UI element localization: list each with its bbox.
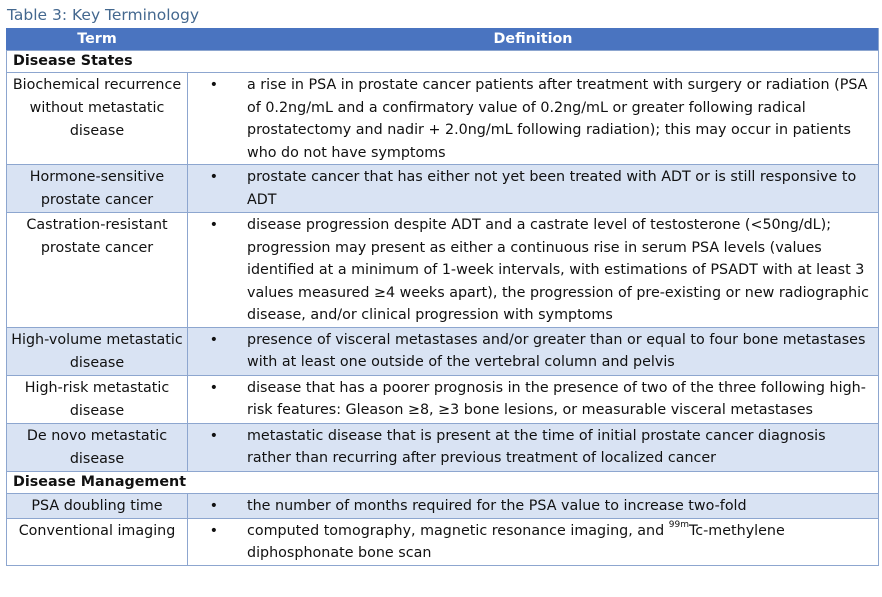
term-cell: High-volume metastatic disease <box>7 327 188 375</box>
key-terminology-table <box>6 28 879 566</box>
definition-cell <box>188 213 879 328</box>
term-cell: Conventional imaging <box>7 518 188 565</box>
section-title: Disease Management <box>7 471 879 493</box>
definition-column-header: Definition <box>188 29 879 51</box>
definition-text: metastatic disease that is present at the time of initial prostate cancer diagnosis rather than recurring after previous treatment of localized cancer <box>247 427 826 466</box>
bullet-icon: • <box>209 331 218 348</box>
definition-cell <box>188 73 879 165</box>
section-title: Disease States <box>7 51 879 73</box>
bullet-icon: • <box>209 217 218 233</box>
bullet-icon: • <box>209 497 218 514</box>
definition-text: a rise in PSA in prostate cancer patients after treatment with surgery or radiation (PSA of 0.2ng/mL and a confirmatory value of 0.2ng/mL or greater following radical prostatectomy and nadir + 2.0ng/mL following radiation); this may occur in patients who do not have symptoms <box>247 77 868 161</box>
definition-text <box>247 520 872 565</box>
definition-text: presence of visceral metastases and/or greater than or equal to four bone metastases with at least one outside of the vertebral column and pelvis <box>247 331 866 370</box>
term-cell: PSA doubling time <box>7 493 188 518</box>
table-row <box>7 73 879 165</box>
table-header-row <box>7 29 879 51</box>
term-cell: Castration-resistant prostate cancer <box>7 213 188 328</box>
section-row-disease-states <box>7 51 879 73</box>
term-cell: High-risk metastatic disease <box>7 375 188 423</box>
bullet-icon: • <box>209 522 218 539</box>
table-row <box>7 493 879 518</box>
definition-text-prefix: computed tomography, magnetic resonance imaging, and <box>247 522 669 539</box>
term-column-header: Term <box>7 29 188 51</box>
table-row <box>7 518 879 565</box>
term-cell: Biochemical recurrence without metastatic disease <box>7 73 188 165</box>
definition-cell <box>188 518 879 565</box>
definition-text: prostate cancer that has either not yet been treated with ADT or is still responsive to ADT <box>247 169 857 208</box>
table-row <box>7 165 879 213</box>
definition-cell <box>188 493 879 518</box>
bullet-icon: • <box>209 169 218 185</box>
definition-text-suffix: Tc-methylene diphosphonate bone scan <box>247 522 785 561</box>
table-row <box>7 327 879 375</box>
table-row <box>7 375 879 423</box>
definition-cell <box>188 327 879 375</box>
definition-text: disease that has a poorer prognosis in the presence of two of the three following high-risk features: Gleason ≥8, ≥3 bone lesions, or measurable visceral metastases <box>247 379 866 418</box>
term-cell: Hormone-sensitive prostate cancer <box>7 165 188 213</box>
definition-cell <box>188 375 879 423</box>
bullet-icon: • <box>209 427 218 444</box>
section-row-disease-management <box>7 471 879 493</box>
definition-cell <box>188 165 879 213</box>
isotope-superscript: 99m <box>668 519 689 530</box>
table-row <box>7 423 879 471</box>
table-caption: Table 3: Key Terminology <box>7 6 200 24</box>
definition-text: the number of months required for the PSA value to increase two-fold <box>247 497 747 514</box>
bullet-icon: • <box>209 77 218 93</box>
definition-text: disease progression despite ADT and a castrate level of testosterone (<50ng/dL); progression may present as either a continuous rise in serum PSA levels (values identified at a minimum of 1-week intervals, with estimations of PSADT with at least 3 values measured ≥4 weeks apart), the progression of pre-existing or new radiographic disease, and/or clinical progression with symptoms <box>247 217 869 323</box>
term-cell: De novo metastatic disease <box>7 423 188 471</box>
bullet-icon: • <box>209 379 218 396</box>
definition-cell <box>188 423 879 471</box>
table-row <box>7 213 879 328</box>
